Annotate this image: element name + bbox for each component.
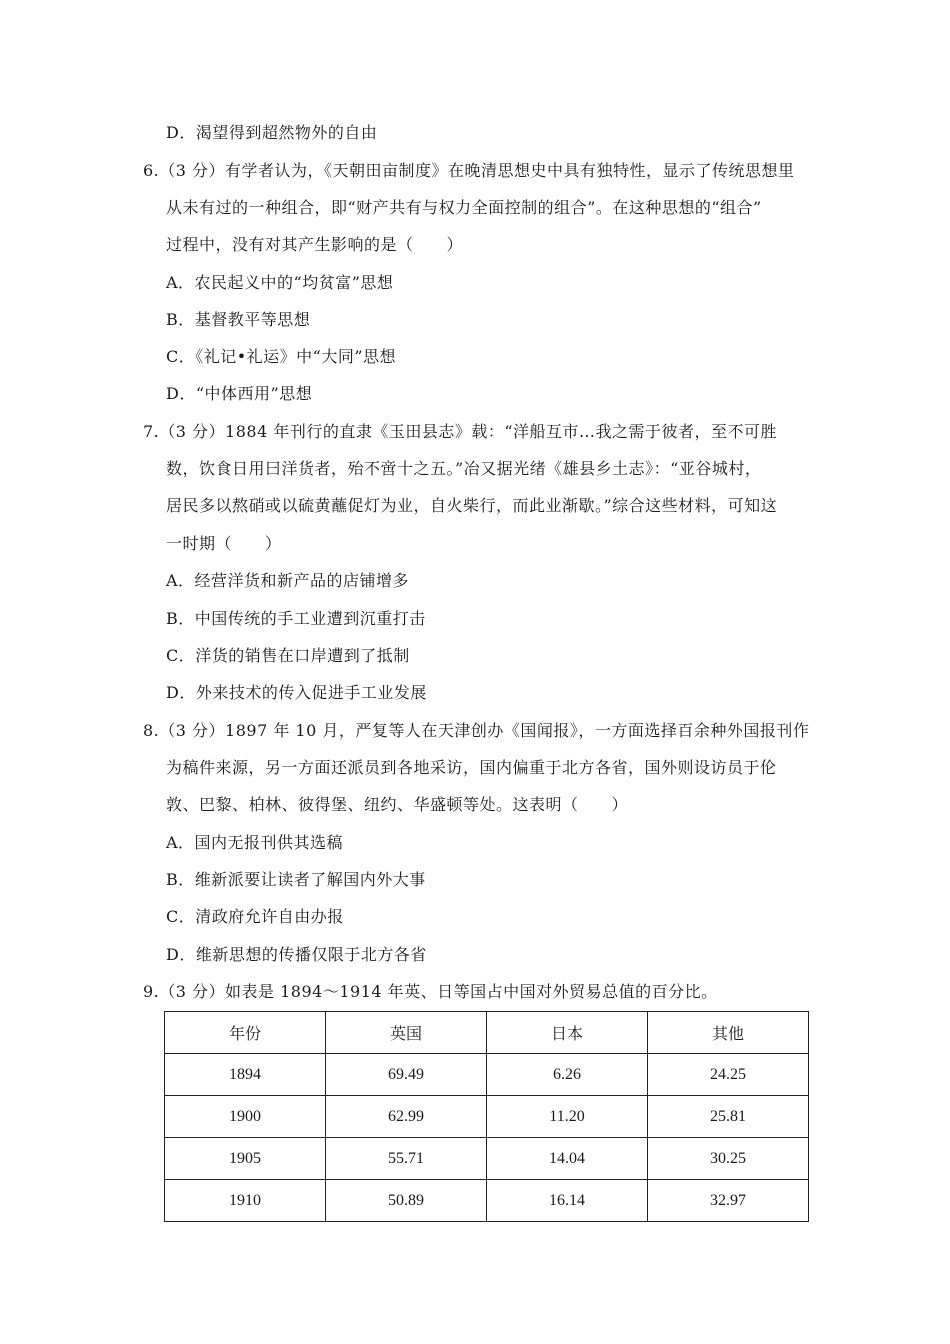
table-cell: 1900: [165, 1096, 326, 1138]
q6-option-a: A．农民起义中的“均贫富”思想: [166, 273, 394, 292]
q6-option-d: D．“中体西用”思想: [166, 384, 313, 403]
table-cell: 6.26: [487, 1054, 648, 1096]
table-cell: 55.71: [326, 1138, 487, 1180]
q8-stem-line-2: 为稿件来源，另一方面还派员到各地采访，国内偏重于北方各省，国外则设访员于伦: [166, 758, 777, 777]
q7-stem-line-1: 7.（3 分）1884 年刊行的直隶《玉田县志》载：“洋船互市…我之需于彼者，至不可胜: [143, 422, 778, 441]
table-cell: 50.89: [326, 1180, 487, 1222]
table-cell: 69.49: [326, 1054, 487, 1096]
table-header-cell: 日本: [487, 1012, 648, 1054]
q6-option-c: C．《礼记•礼运》中“大同”思想: [166, 347, 397, 366]
q8-option-a: A．国内无报刊供其选稿: [166, 833, 344, 852]
table-row: [165, 1138, 809, 1180]
table-cell: 1905: [165, 1138, 326, 1180]
q7-option-b: B．中国传统的手工业遭到沉重打击: [166, 609, 426, 628]
table-cell: 30.25: [648, 1138, 809, 1180]
table-cell: 1910: [165, 1180, 326, 1222]
q8-stem-line-1: 8.（3 分）1897 年 10 月，严复等人在天津创办《国闻报》，一方面选择百余种外国报刊作: [143, 721, 810, 740]
q8-option-d: D．维新思想的传播仅限于北方各省: [166, 945, 427, 964]
q7-option-d: D．外来技术的传入促进手工业发展: [166, 683, 427, 702]
table-row: [165, 1096, 809, 1138]
table-header-cell: 其他: [648, 1012, 809, 1054]
table-header-row: [165, 1012, 809, 1054]
q7-stem-line-3: 居民多以熬硝或以硫黄蘸促灯为业，自火柴行，而此业渐歇。”综合这些材料，可知这: [166, 496, 778, 515]
table-row: [165, 1054, 809, 1096]
table-header-cell: 年份: [165, 1012, 326, 1054]
trade-share-table: [164, 1011, 809, 1222]
q8-option-c: C．清政府允许自由办报: [166, 907, 344, 926]
table-cell: 16.14: [487, 1180, 648, 1222]
q6-stem-line-2: 从未有过的一种组合，即“财产共有与权力全面控制的组合”。在这种思想的“组合”: [166, 198, 762, 217]
table-cell: 24.25: [648, 1054, 809, 1096]
q7-option-c: C．洋货的销售在口岸遭到了抵制: [166, 646, 410, 665]
q8-stem-line-3: 敦、巴黎、柏林、彼得堡、纽约、华盛顿等处。这表明（ ）: [166, 795, 629, 814]
q9-stem-line-1: 9.（3 分）如表是 1894～1914 年英、日等国占中国对外贸易总值的百分比。: [143, 982, 718, 1001]
table-cell: 25.81: [648, 1096, 809, 1138]
table-header-cell: 英国: [326, 1012, 487, 1054]
q7-stem-line-4: 一时期（ ）: [166, 534, 282, 553]
table-cell: 14.04: [487, 1138, 648, 1180]
q6-stem-line-3: 过程中，没有对其产生影响的是（ ）: [166, 235, 464, 254]
q8-option-b: B．维新派要让读者了解国内外大事: [166, 870, 426, 889]
q5-option-d: D．渴望得到超然物外的自由: [166, 123, 378, 142]
q7-stem-line-2: 数，饮食日用曰洋货者，殆不啻十之五。”冶又据光绪《雄县乡土志》：“亚谷城村，: [166, 459, 762, 478]
table-cell: 1894: [165, 1054, 326, 1096]
q7-option-a: A．经营洋货和新产品的店铺增多: [166, 571, 410, 590]
q6-option-b: B．基督教平等思想: [166, 310, 311, 329]
q6-stem-line-1: 6.（3 分）有学者认为，《天朝田亩制度》在晚清思想史中具有独特性，显示了传统思想里: [143, 161, 795, 180]
table-cell: 62.99: [326, 1096, 487, 1138]
table-cell: 32.97: [648, 1180, 809, 1222]
table-cell: 11.20: [487, 1096, 648, 1138]
table-row: [165, 1180, 809, 1222]
